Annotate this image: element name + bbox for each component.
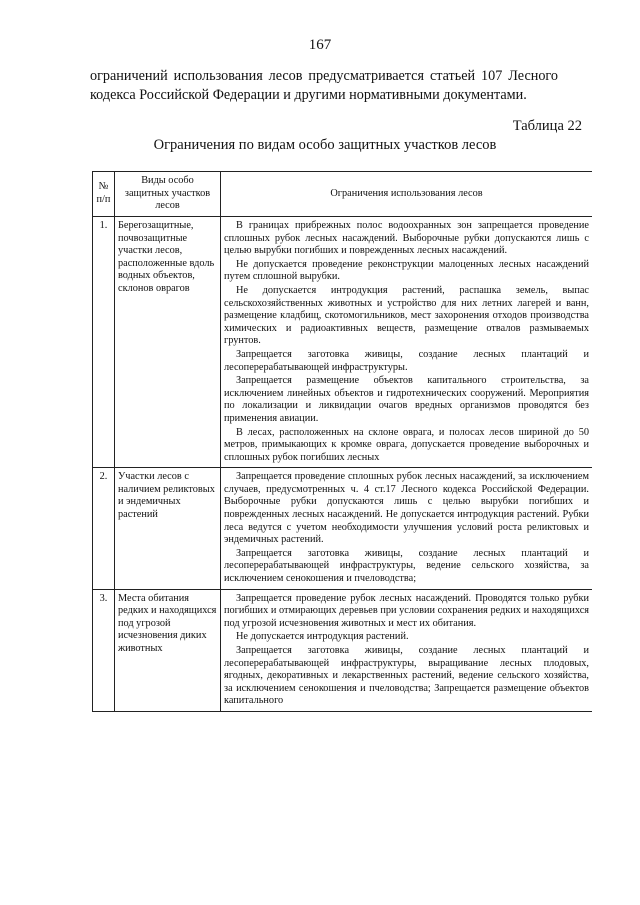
restriction-paragraph: Не допускается интродукция растений, распашка земель, выпас сельскохозяйственных животных и устройство для них летних лагерей и ванн, размещение кладбищ, скотомогильников, мест захоронения отходов производства химических и радиоактивных веществ, размещение отвалов размываемых грунтов. xyxy=(224,284,589,347)
restriction-paragraph: Запрещается заготовка живицы, создание лесных плантаций и лесоперерабатывающей инфраструктуры, выращивание лесных плодовых, ягодных, декоративных и лекарственных растений, ведение сельского хозяйства, за исключением сенокошения и пчеловодства; Запрещается размещение объектов капитального xyxy=(224,645,589,707)
table-row xyxy=(93,589,593,711)
row-area-type: Участки лесов с наличием реликтовых и эндемичных растений xyxy=(115,468,221,589)
row-restrictions xyxy=(221,217,593,468)
row-number: 2. xyxy=(93,468,115,589)
table-row xyxy=(93,217,593,468)
restrictions-table xyxy=(92,171,592,712)
table-header-row xyxy=(93,172,593,217)
row-number: 1. xyxy=(93,217,115,468)
table-title: Ограничения по видам особо защитных участков лесов xyxy=(153,137,497,153)
restriction-paragraph: Запрещается проведение рубок лесных насаждений. Проводятся только рубки погибших и отмирающих деревьев при условии сохранения редких и находящихся под угрозой исчезновения животных и мест их обитания. xyxy=(224,592,589,629)
header-restrictions: Ограничения использования лесов xyxy=(221,172,593,217)
restriction-paragraph: Не допускается интродукция растений. xyxy=(236,631,409,643)
restrictions-table-container xyxy=(92,171,592,765)
row-area-type: Берегозащитные, почвозащитные участки лесов, расположенные вдоль водных объектов, склонов оврагов xyxy=(115,217,221,468)
header-type: Виды особо защитных участков лесов xyxy=(115,172,221,217)
page-number: 167 xyxy=(308,37,332,53)
table-row xyxy=(93,468,593,589)
row-number: 3. xyxy=(93,589,115,711)
row-area-type: Места обитания редких и находящихся под угрозой исчезновения диких животных xyxy=(115,589,221,711)
row-restrictions xyxy=(221,589,593,711)
restriction-paragraph: Запрещается заготовка живицы, создание лесных плантаций и лесоперерабатывающей инфраструктуры. xyxy=(224,348,589,373)
restriction-paragraph: В границах прибрежных полос водоохранных зон запрещается проведение сплошных рубок лесных насаждений. Выборочные рубки допускаются лишь с целью вырубки погибших и поврежденных лесных насаждений. xyxy=(224,220,589,257)
restriction-paragraph: Не допускается проведение реконструкции малоценных лесных насаждений путем сплошной вырубки. xyxy=(224,258,589,283)
row-restrictions xyxy=(221,468,593,589)
restriction-paragraph: Запрещается проведение сплошных рубок лесных насаждений, за исключением случаев, предусмотренных ч. 4 ст.17 Лесного кодекса Российской Федерации. Выборочные рубки допускаются лишь с целью вырубки погибших и поврежденных лесных насаждений. Не допускается интродукция растений. Рубки леса ведутся с учетом необходимости улучшения условий роста реликтовых и эндемичных растений. xyxy=(224,471,589,546)
restriction-paragraph: В лесах, расположенных на склоне оврага, и полосах лесов шириной до 50 метров, примыкающих к кромке оврага, допускается проведение выборочных и сплошных рубок погибших лесных xyxy=(224,426,589,463)
intro-paragraph: ограничений использования лесов предусматривается статьей 107 Лесного кодекса Российской Федерации и другими нормативными документами. xyxy=(90,68,558,103)
header-num: № п/п xyxy=(93,172,115,217)
restriction-paragraph: Запрещается размещение объектов капитального строительства, за исключением линейных объектов и гидротехнических сооружений. Мероприятия по локализации и ликвидации очагов вредных организмов проводятся без применения авиации. xyxy=(224,375,589,424)
table-label: Таблица 22 xyxy=(512,118,582,134)
table-body xyxy=(93,217,593,712)
restriction-paragraph: Запрещается заготовка живицы, создание лесных плантаций и лесоперерабатывающей инфраструктуры, ведение сельского хозяйства, за исключением сенокошения и пчеловодства; xyxy=(224,547,589,585)
